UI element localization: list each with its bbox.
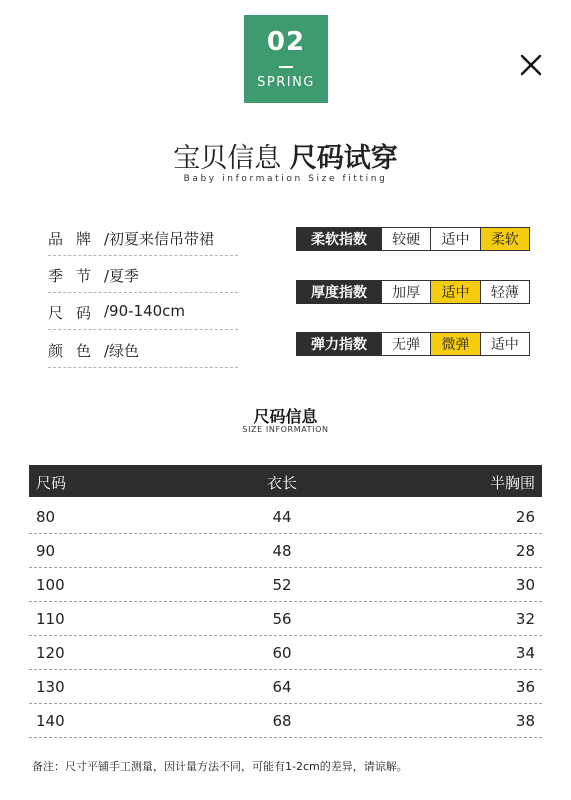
- info-key-char: 品: [48, 230, 64, 248]
- info-key-char: 色: [76, 342, 92, 360]
- info-key-char: 码: [76, 304, 92, 322]
- cell-half-chest: 38: [515, 712, 535, 730]
- header-half-chest: 半胸围: [489, 474, 535, 492]
- cell-half-chest: 26: [515, 508, 535, 526]
- cell-length: 44: [272, 508, 292, 526]
- info-brand: [48, 228, 238, 256]
- badge-divider: [279, 66, 293, 68]
- badge-number: 02: [266, 27, 306, 57]
- cell-half-chest: 28: [515, 542, 535, 560]
- cell-length: 60: [272, 644, 292, 662]
- scale-label: 柔软指数: [296, 227, 382, 251]
- scale-label: 厚度指数: [296, 280, 382, 304]
- table-row: [29, 568, 542, 602]
- scale-option[interactable]: 适中: [480, 332, 530, 356]
- table-row: [29, 636, 542, 670]
- cell-size: 110: [36, 610, 65, 628]
- info-key-char: 牌: [76, 230, 92, 248]
- cell-size: 120: [36, 644, 65, 662]
- info-key-char: 尺: [48, 304, 64, 322]
- softness-scale: [296, 227, 530, 251]
- size-section-title: 尺码信息: [253, 407, 318, 426]
- info-key-char: 季: [48, 267, 64, 285]
- scale-option[interactable]: 加厚: [381, 280, 431, 304]
- scale-option[interactable]: 微弹: [430, 332, 480, 356]
- table-row: [29, 602, 542, 636]
- cell-length: 64: [272, 678, 292, 696]
- scale-option[interactable]: 适中: [430, 227, 480, 251]
- cell-half-chest: 36: [515, 678, 535, 696]
- page-title: [0, 136, 571, 175]
- scale-label: 弹力指数: [296, 332, 382, 356]
- cell-length: 56: [272, 610, 292, 628]
- size-section-subtitle: SIZE INFORMATION: [242, 425, 329, 434]
- size-table-header: [29, 465, 542, 497]
- info-value: /初夏来信吊带裙: [104, 230, 215, 248]
- header-size: 尺码: [36, 474, 67, 492]
- page-subtitle: Baby information Size fitting: [183, 174, 388, 184]
- elasticity-scale: [296, 332, 530, 356]
- cell-size: 130: [36, 678, 65, 696]
- cell-half-chest: 30: [515, 576, 535, 594]
- info-value: /绿色: [104, 342, 140, 360]
- table-row: [29, 534, 542, 568]
- footnote: 备注：尺寸平铺手工测量，因计量方法不同，可能有1-2cm的差异，请谅解。: [32, 760, 408, 773]
- scale-option[interactable]: 较硬: [381, 227, 431, 251]
- cell-half-chest: 32: [515, 610, 535, 628]
- scale-option[interactable]: 轻薄: [480, 280, 530, 304]
- info-season: [48, 265, 238, 293]
- table-row: [29, 704, 542, 738]
- cell-size: 80: [36, 508, 56, 526]
- info-key-char: 颜: [48, 342, 64, 360]
- close-icon[interactable]: [518, 52, 544, 78]
- cell-length: 48: [272, 542, 292, 560]
- table-row: [29, 500, 542, 534]
- badge-word: SPRING: [257, 75, 315, 90]
- info-size: [48, 302, 238, 330]
- scale-option[interactable]: 适中: [430, 280, 480, 304]
- thickness-scale: [296, 280, 530, 304]
- cell-size: 100: [36, 576, 65, 594]
- header-length: 衣长: [266, 474, 297, 492]
- cell-size: 140: [36, 712, 65, 730]
- cell-length: 52: [272, 576, 292, 594]
- scale-option[interactable]: 无弹: [381, 332, 431, 356]
- info-key-char: 节: [76, 267, 92, 285]
- cell-length: 68: [272, 712, 292, 730]
- info-value: /90-140cm: [104, 302, 186, 320]
- scale-option[interactable]: 柔软: [480, 227, 530, 251]
- title-bold: 尺码试穿: [289, 143, 398, 174]
- title-main: 宝贝信息: [173, 143, 282, 174]
- cell-half-chest: 34: [515, 644, 535, 662]
- table-row: [29, 670, 542, 704]
- season-badge: [244, 15, 328, 103]
- info-value: /夏季: [104, 267, 140, 285]
- info-color: [48, 340, 238, 368]
- cell-size: 90: [36, 542, 56, 560]
